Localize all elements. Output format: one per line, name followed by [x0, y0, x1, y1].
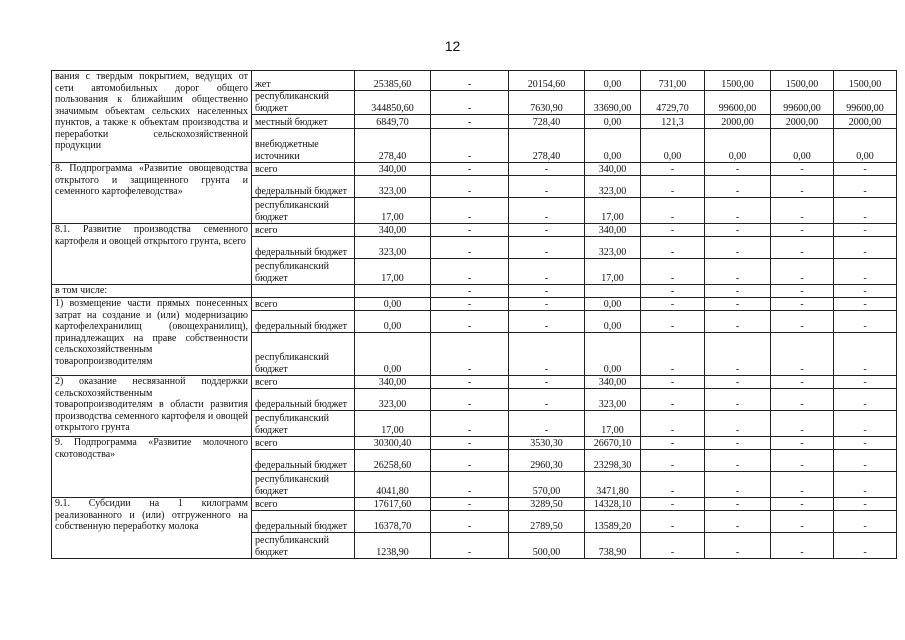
value-cell: - — [641, 411, 705, 437]
funding-source: всего — [252, 163, 355, 176]
value-cell: - — [771, 376, 834, 389]
funding-source: внебюджетные источники — [252, 129, 355, 163]
value-cell: - — [834, 498, 897, 511]
value-cell: - — [509, 298, 585, 311]
value-cell: 0,00 — [585, 129, 641, 163]
value-cell: 500,00 — [509, 533, 585, 559]
value-cell: - — [431, 115, 509, 129]
value-cell: - — [431, 311, 509, 333]
value-cell: - — [509, 259, 585, 285]
value-cell: - — [431, 389, 509, 411]
value-cell: - — [705, 437, 771, 450]
value-cell: - — [705, 285, 771, 298]
value-cell: 570,00 — [509, 472, 585, 498]
value-cell: - — [771, 298, 834, 311]
value-cell: 25385,60 — [355, 71, 431, 91]
value-cell: 0,00 — [585, 333, 641, 376]
value-cell: 2789,50 — [509, 511, 585, 533]
table-row — [52, 163, 897, 176]
value-cell: 323,00 — [355, 237, 431, 259]
value-cell: - — [431, 259, 509, 285]
value-cell: - — [834, 311, 897, 333]
value-cell: 4041,80 — [355, 472, 431, 498]
value-cell: - — [431, 176, 509, 198]
value-cell: - — [705, 511, 771, 533]
value-cell: - — [641, 511, 705, 533]
funding-source: всего — [252, 224, 355, 237]
value-cell: 340,00 — [585, 224, 641, 237]
value-cell: 340,00 — [585, 376, 641, 389]
value-cell: 20154,60 — [509, 71, 585, 91]
value-cell: - — [641, 333, 705, 376]
value-cell: 99600,00 — [771, 91, 834, 115]
value-cell: - — [431, 129, 509, 163]
value-cell: 0,00 — [834, 129, 897, 163]
funding-source: федеральный бюджет — [252, 450, 355, 472]
value-cell: 2960,30 — [509, 450, 585, 472]
table-row — [52, 298, 897, 311]
value-cell: - — [771, 533, 834, 559]
value-cell: - — [509, 224, 585, 237]
value-cell: 2000,00 — [705, 115, 771, 129]
funding-source: федеральный бюджет — [252, 237, 355, 259]
value-cell: 0,00 — [585, 71, 641, 91]
row-description: 9. Подпрограмма «Развитие молочного скотоводства» — [52, 437, 252, 498]
value-cell: - — [771, 259, 834, 285]
funding-source: всего — [252, 437, 355, 450]
value-cell: 16378,70 — [355, 511, 431, 533]
value-cell: - — [641, 389, 705, 411]
value-cell: 4729,70 — [641, 91, 705, 115]
value-cell: - — [431, 437, 509, 450]
value-cell: - — [834, 533, 897, 559]
value-cell: - — [431, 285, 509, 298]
value-cell: 344850,60 — [355, 91, 431, 115]
value-cell: - — [509, 176, 585, 198]
funding-source: федеральный бюджет — [252, 389, 355, 411]
value-cell: - — [431, 71, 509, 91]
value-cell: - — [431, 533, 509, 559]
funding-source: республиканский бюджет — [252, 198, 355, 224]
value-cell: 3530,30 — [509, 437, 585, 450]
value-cell: 3471,80 — [585, 472, 641, 498]
value-cell: 731,00 — [641, 71, 705, 91]
value-cell: - — [431, 411, 509, 437]
value-cell: 17,00 — [585, 198, 641, 224]
value-cell: 278,40 — [509, 129, 585, 163]
value-cell: 0,00 — [585, 115, 641, 129]
value-cell: - — [509, 285, 585, 298]
value-cell: - — [705, 333, 771, 376]
value-cell: - — [705, 389, 771, 411]
value-cell: 17,00 — [585, 411, 641, 437]
value-cell: - — [705, 176, 771, 198]
value-cell: - — [705, 224, 771, 237]
value-cell: - — [834, 298, 897, 311]
value-cell: - — [771, 450, 834, 472]
funding-source: всего — [252, 298, 355, 311]
value-cell: 26258,60 — [355, 450, 431, 472]
value-cell: - — [771, 333, 834, 376]
funding-source: федеральный бюджет — [252, 176, 355, 198]
value-cell: - — [641, 437, 705, 450]
value-cell: 17,00 — [585, 259, 641, 285]
value-cell: 340,00 — [355, 376, 431, 389]
value-cell: 17,00 — [355, 259, 431, 285]
value-cell: 13589,20 — [585, 511, 641, 533]
value-cell: - — [431, 198, 509, 224]
value-cell: - — [509, 237, 585, 259]
value-cell: - — [705, 450, 771, 472]
value-cell: - — [509, 411, 585, 437]
value-cell: - — [431, 91, 509, 115]
value-cell: 33690,00 — [585, 91, 641, 115]
value-cell: - — [431, 472, 509, 498]
value-cell: - — [834, 163, 897, 176]
value-cell: 0,00 — [705, 129, 771, 163]
value-cell: - — [705, 311, 771, 333]
value-cell: 17,00 — [355, 411, 431, 437]
value-cell: 728,40 — [509, 115, 585, 129]
value-cell: - — [771, 472, 834, 498]
value-cell: - — [705, 498, 771, 511]
value-cell: - — [834, 389, 897, 411]
value-cell: - — [641, 498, 705, 511]
value-cell: 278,40 — [355, 129, 431, 163]
value-cell: 340,00 — [355, 224, 431, 237]
value-cell: - — [641, 163, 705, 176]
value-cell: - — [705, 237, 771, 259]
value-cell: - — [834, 450, 897, 472]
value-cell: - — [834, 511, 897, 533]
table-row — [52, 224, 897, 237]
value-cell: - — [509, 163, 585, 176]
value-cell: - — [509, 389, 585, 411]
value-cell: - — [834, 437, 897, 450]
value-cell: 0,00 — [771, 129, 834, 163]
funding-source — [252, 285, 355, 298]
budget-table — [51, 70, 897, 559]
funding-source: всего — [252, 498, 355, 511]
table-row — [52, 71, 897, 91]
value-cell — [355, 285, 431, 298]
value-cell: - — [771, 163, 834, 176]
value-cell: 1500,00 — [771, 71, 834, 91]
value-cell: - — [641, 472, 705, 498]
value-cell: 23298,30 — [585, 450, 641, 472]
value-cell: - — [431, 450, 509, 472]
value-cell: - — [431, 163, 509, 176]
value-cell: - — [431, 511, 509, 533]
value-cell: - — [834, 237, 897, 259]
value-cell: - — [834, 176, 897, 198]
page-number: 12 — [444, 38, 461, 54]
value-cell: 99600,00 — [834, 91, 897, 115]
value-cell: - — [771, 237, 834, 259]
value-cell: 26670,10 — [585, 437, 641, 450]
value-cell: - — [771, 176, 834, 198]
funding-source: республиканский бюджет — [252, 259, 355, 285]
value-cell: 323,00 — [585, 237, 641, 259]
value-cell: - — [705, 533, 771, 559]
value-cell: - — [431, 298, 509, 311]
funding-source: федеральный бюджет — [252, 511, 355, 533]
value-cell: - — [834, 259, 897, 285]
table-body — [52, 71, 897, 559]
value-cell: - — [705, 163, 771, 176]
value-cell: 340,00 — [585, 163, 641, 176]
value-cell: - — [771, 311, 834, 333]
value-cell: - — [431, 376, 509, 389]
value-cell: - — [705, 411, 771, 437]
value-cell: - — [641, 176, 705, 198]
value-cell: 738,90 — [585, 533, 641, 559]
value-cell: - — [771, 411, 834, 437]
value-cell: - — [431, 333, 509, 376]
funding-source: республиканский бюджет — [252, 533, 355, 559]
value-cell: - — [834, 198, 897, 224]
value-cell: - — [834, 411, 897, 437]
funding-source: республиканский бюджет — [252, 333, 355, 376]
value-cell: - — [834, 333, 897, 376]
value-cell: 0,00 — [585, 311, 641, 333]
value-cell: 17,00 — [355, 198, 431, 224]
value-cell: 0,00 — [355, 333, 431, 376]
value-cell: - — [509, 333, 585, 376]
value-cell: - — [641, 376, 705, 389]
row-description: 8.1. Развитие производства семенного картофеля и овощей открытого грунта, всего — [52, 224, 252, 285]
funding-source: федеральный бюджет — [252, 311, 355, 333]
value-cell: - — [771, 498, 834, 511]
row-description: 8. Подпрограмма «Развитие овощеводства открытого и защищенного грунта и семенного картофелеводства» — [52, 163, 252, 224]
value-cell: - — [431, 237, 509, 259]
value-cell: - — [834, 376, 897, 389]
value-cell — [585, 285, 641, 298]
value-cell: 7630,90 — [509, 91, 585, 115]
value-cell: - — [705, 472, 771, 498]
value-cell: 30300,40 — [355, 437, 431, 450]
value-cell: - — [771, 224, 834, 237]
value-cell: - — [641, 450, 705, 472]
value-cell: 0,00 — [355, 311, 431, 333]
value-cell: 1500,00 — [705, 71, 771, 91]
value-cell: - — [834, 472, 897, 498]
value-cell: - — [641, 533, 705, 559]
value-cell: 323,00 — [355, 176, 431, 198]
value-cell: - — [641, 298, 705, 311]
value-cell: 1238,90 — [355, 533, 431, 559]
value-cell: 0,00 — [355, 298, 431, 311]
value-cell: - — [771, 198, 834, 224]
funding-source: всего — [252, 376, 355, 389]
value-cell: - — [641, 259, 705, 285]
value-cell: - — [641, 311, 705, 333]
funding-source: республиканский бюджет — [252, 411, 355, 437]
value-cell: 2000,00 — [771, 115, 834, 129]
value-cell: 14328,10 — [585, 498, 641, 511]
value-cell: 17617,60 — [355, 498, 431, 511]
value-cell: 323,00 — [585, 389, 641, 411]
value-cell: 3289,50 — [509, 498, 585, 511]
value-cell: 1500,00 — [834, 71, 897, 91]
funding-source: республиканский бюджет — [252, 91, 355, 115]
value-cell: - — [431, 498, 509, 511]
row-description: 9.1. Субсидии на 1 килограмм реализованного и (или) отгруженного на собственную переработку молока — [52, 498, 252, 559]
value-cell: 99600,00 — [705, 91, 771, 115]
funding-source: жет — [252, 71, 355, 91]
table-row — [52, 498, 897, 511]
value-cell: - — [705, 298, 771, 311]
value-cell: 0,00 — [641, 129, 705, 163]
value-cell: - — [705, 198, 771, 224]
funding-source: республиканский бюджет — [252, 472, 355, 498]
value-cell: - — [705, 376, 771, 389]
value-cell: 0,00 — [585, 298, 641, 311]
table-row — [52, 285, 897, 298]
value-cell: 323,00 — [585, 176, 641, 198]
value-cell: - — [509, 198, 585, 224]
value-cell: - — [771, 511, 834, 533]
value-cell: - — [509, 376, 585, 389]
value-cell: 340,00 — [355, 163, 431, 176]
table-row — [52, 376, 897, 389]
value-cell: - — [641, 285, 705, 298]
value-cell: - — [641, 237, 705, 259]
row-description: 1) возмещение части прямых понесенных затрат на создание и (или) модернизацию картофелехранилищ (овощехранилищ), принадлежащих на праве собственности сельскохозяйственным товаропроизводителям — [52, 298, 252, 376]
value-cell: 6849,70 — [355, 115, 431, 129]
value-cell: - — [834, 285, 897, 298]
value-cell: - — [771, 437, 834, 450]
row-description: 2) оказание несвязанной поддержки сельскохозяйственным товаропроизводителям в области развития производства семенного картофеля и овощей открытого грунта — [52, 376, 252, 437]
value-cell: 121,3 — [641, 115, 705, 129]
value-cell: - — [771, 285, 834, 298]
value-cell: - — [834, 224, 897, 237]
value-cell: 323,00 — [355, 389, 431, 411]
row-description: вания с твердым покрытием, ведущих от сети автомобильных дорог общего пользования к ближайшим общественно значимым объектам сельских населенных пунктов, а также к объектам производства и переработки сельскохозяйственной продукции — [52, 71, 252, 163]
funding-source: местный бюджет — [252, 115, 355, 129]
row-description: в том числе: — [52, 285, 252, 298]
value-cell: - — [641, 224, 705, 237]
value-cell: - — [771, 389, 834, 411]
value-cell: - — [641, 198, 705, 224]
value-cell: 2000,00 — [834, 115, 897, 129]
value-cell: - — [431, 224, 509, 237]
table-row — [52, 437, 897, 450]
value-cell: - — [509, 311, 585, 333]
value-cell: - — [705, 259, 771, 285]
